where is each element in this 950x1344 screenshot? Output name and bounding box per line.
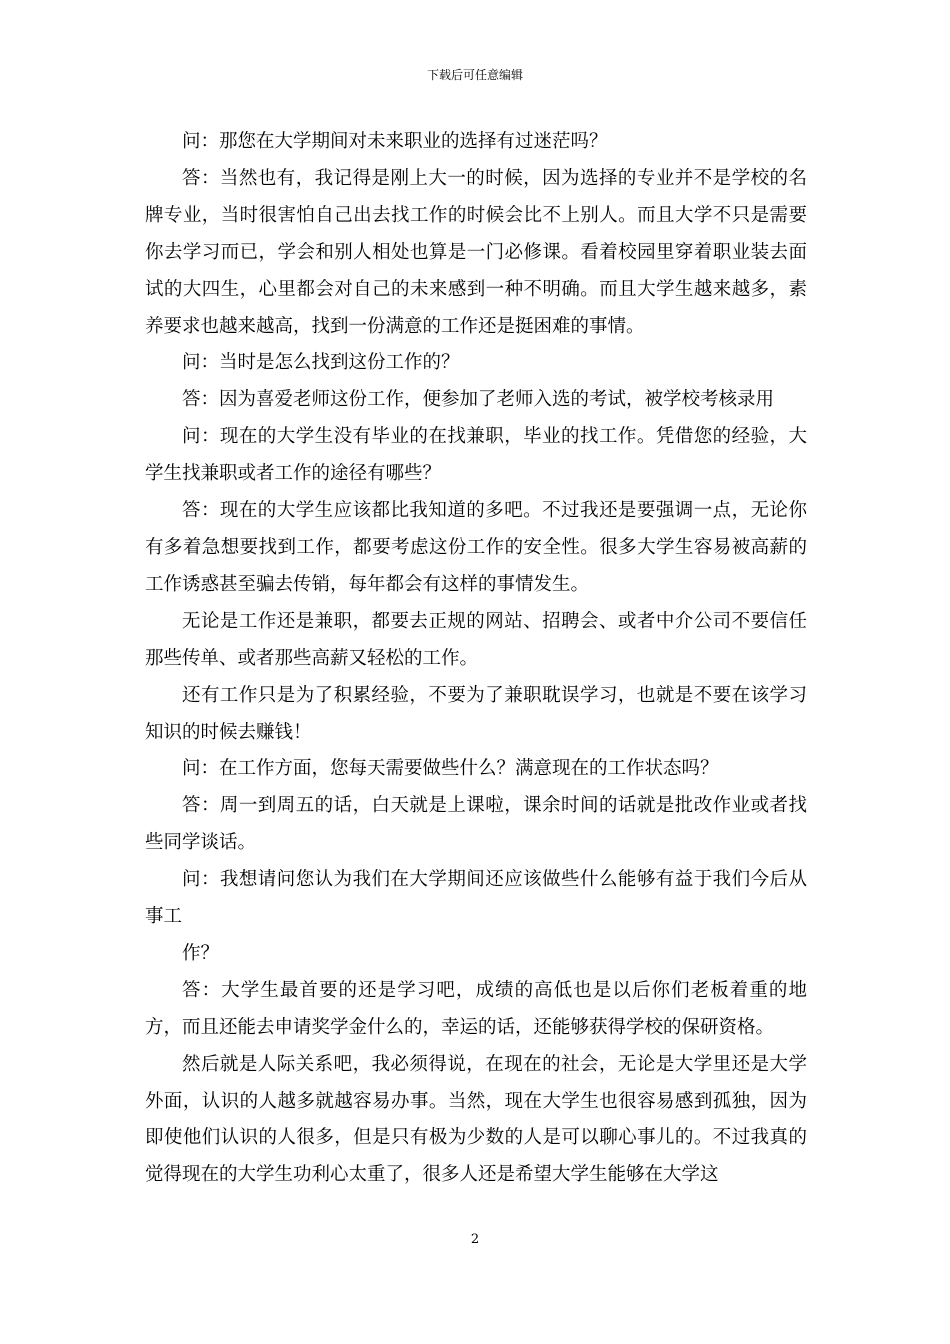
- paragraph-answer-4: 答：周一到周五的话，白天就是上课啦，课余时间的话就是批改作业或者找些同学谈话。: [145, 795, 807, 854]
- paragraph-question-1: 问：那您在大学期间对未来职业的选择有过迷茫吗？: [182, 131, 608, 152]
- paragraph-question-3: 问：现在的大学生没有毕业的在找兼职，毕业的找工作。凭借您的经验，大学生找兼职或者工作的途径有哪些？: [145, 426, 807, 485]
- paragraph-question-4: 问：在工作方面，您每天需要做些什么？满意现在的工作状态吗？: [182, 758, 719, 780]
- paragraph-answer-2: 答：因为喜爱老师这份工作，便参加了老师入选的考试，被学校考核录用: [182, 389, 775, 411]
- paragraph-answer-1: 答：当然也有，我记得是刚上大一的时候，因为选择的专业并不是学校的名牌专业，当时很害怕自己出去找工作的时候会比不上别人。而且大学不只是需要你去学习而已，学会和别人相处也算是一门必修课。看着校园里穿着职业装去面试的大四生，心里都会对自己的未来感到一种不明确。而且大学生越来越多，素养要求也越来越高，找到一份满意的工作还是挺困难的事情。: [145, 167, 807, 337]
- paragraph-answer-3: 答：现在的大学生应该都比我知道的多吧。不过我还是要强调一点，无论你有多着急想要找到工作，都要考虑这份工作的安全性。很多大学生容易被高薪的工作诱惑甚至骗去传销，每年都会有这样的事情发生。: [145, 500, 807, 595]
- page-header: 下载后可任意编辑: [426, 68, 523, 82]
- paragraph-question-5-cont: 作？: [182, 942, 220, 964]
- document-body: [145, 124, 807, 1194]
- paragraph-question-2: 问：当时是怎么找到这份工作的？: [182, 352, 460, 374]
- paragraph-answer-5: 答：大学生最首要的还是学习吧，成绩的高低也是以后你们老板着重的地方，而且还能去申请奖学金什么的，幸运的话，还能够获得学校的保研资格。: [145, 979, 807, 1038]
- paragraph-question-5: 问：我想请问您认为我们在大学期间还应该做些什么能够有益于我们今后从事工: [145, 869, 807, 928]
- paragraph-answer-5-cont: 然后就是人际关系吧，我必须得说，在现在的社会，无论是大学里还是大学外面，认识的人越多就越容易办事。当然，现在大学生也很容易感到孤独，因为即使他们认识的人很多，但是只有极为少数的人是可以聊心事儿的。不过我真的觉得现在的大学生功利心太重了，很多人还是希望大学生能够在大学这: [145, 1053, 807, 1186]
- page-number: 2: [470, 1232, 480, 1247]
- paragraph-answer-3-cont-2: 还有工作只是为了积累经验，不要为了兼职耽误学习，也就是不要在该学习知识的时候去赚钱！: [145, 684, 807, 743]
- paragraph-answer-3-cont-1: 无论是工作还是兼职，都要去正规的网站、招聘会、或者中介公司不要信任那些传单、或者那些高薪又轻松的工作。: [145, 610, 807, 669]
